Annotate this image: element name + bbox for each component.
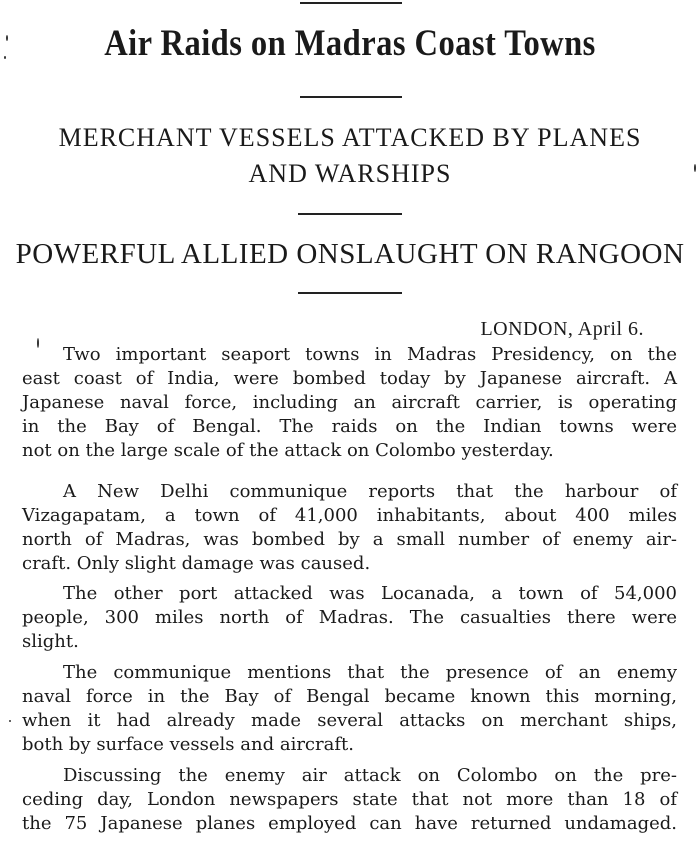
rule-after-headline — [300, 96, 402, 98]
body-line: when it had already made several attacks on merchant ships, — [22, 710, 677, 731]
body-line: people, 300 miles north of Madras. The casualties there were — [22, 607, 677, 628]
body-line: Vizagapatam, a town of 41,000 inhabitants, about 400 miles — [22, 505, 677, 526]
body-line: north of Madras, was bombed by a small number of enemy air- — [22, 529, 677, 550]
body-line: Japanese naval force, including an aircraft carrier, is operating — [22, 392, 677, 413]
subheading-line-1: MERCHANT VESSELS ATTACKED BY PLANES — [58, 123, 642, 152]
body-line: slight. — [22, 631, 79, 652]
body-line: The communique mentions that the presence of an enemy — [63, 662, 677, 683]
body-line: The other port attacked was Locanada, a town of 54,000 — [63, 583, 677, 604]
body-line: A New Delhi communique reports that the harbour of — [63, 481, 677, 502]
scan-speck — [6, 35, 8, 41]
scan-speck — [37, 338, 39, 348]
rule-after-subhead-2 — [298, 292, 402, 294]
body-line: craft. Only slight damage was caused. — [22, 553, 371, 574]
body-line: the 75 Japanese planes employed can have returned undamaged. — [22, 813, 677, 834]
rule-after-subhead-1 — [298, 213, 402, 215]
body-line: both by surface vessels and aircraft. — [22, 734, 354, 755]
body-line: Discussing the enemy air attack on Colombo on the pre- — [63, 765, 677, 786]
subheading-line-2: AND WARSHIPS — [248, 159, 452, 188]
body-line: in the Bay of Bengal. The raids on the Indian towns were — [22, 416, 677, 437]
top-rule — [300, 2, 402, 4]
scan-speck — [4, 56, 6, 59]
dateline: LONDON, April 6. — [480, 318, 644, 340]
body-line: east coast of India, were bombed today by Japanese aircraft. A — [22, 368, 677, 389]
body-line: ceding day, London newspapers state that not more than 18 of — [22, 789, 677, 810]
subheading-rangoon: POWERFUL ALLIED ONSLAUGHT ON RANGOON — [15, 238, 685, 270]
body-line: Two important seaport towns in Madras Presidency, on the — [63, 344, 677, 365]
body-line: not on the large scale of the attack on Colombo yesterday. — [22, 440, 554, 461]
scan-speck — [9, 720, 11, 722]
scan-speck — [694, 164, 696, 172]
headline: Air Raids on Madras Coast Towns — [104, 23, 596, 64]
body-line: naval force in the Bay of Bengal became known this morning, — [22, 686, 677, 707]
